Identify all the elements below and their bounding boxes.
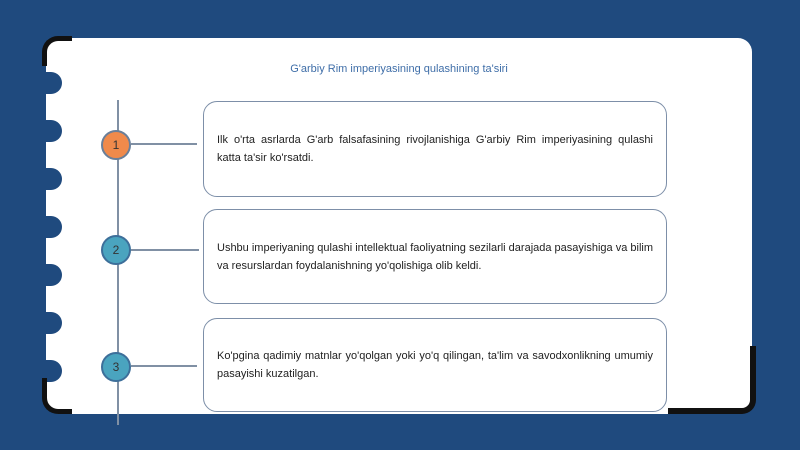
timeline-item-text: Ushbu imperiyaning qulashi intellektual faoliyatning sezilarli darajada pasayishiga va bilim va resurslardan foydalanishning yo'qolishiga olib keldi. <box>217 241 653 272</box>
timeline-connector <box>131 143 197 145</box>
timeline-marker-1: 1 <box>101 130 131 160</box>
timeline-connector <box>131 365 197 367</box>
timeline-item-2 <box>203 209 667 304</box>
timeline-item-text: Ilk o'rta asrlarda G'arb falsafasining rivojlanishiga G'arbiy Rim imperiyasining qulashi katta ta'sir ko'rsatdi. <box>217 134 653 164</box>
slide-title: G'arbiy Rim imperiyasining qulashining ta'siri <box>290 63 508 75</box>
timeline-marker-3: 3 <box>101 352 131 382</box>
timeline-item-1 <box>203 101 667 197</box>
corner-bracket-top-left <box>42 36 72 66</box>
timeline-item-text: Ko'pgina qadimiy matnlar yo'qolgan yoki yo'q qilingan, ta'lim va savodxonlikning umumiy pasayishi kuzatilgan. <box>217 350 653 380</box>
timeline-item-3 <box>203 318 667 412</box>
timeline-connector <box>131 249 199 251</box>
corner-bracket-bottom-left <box>42 378 72 414</box>
corner-bracket-bottom-right <box>668 346 756 414</box>
timeline-marker-2: 2 <box>101 235 131 265</box>
